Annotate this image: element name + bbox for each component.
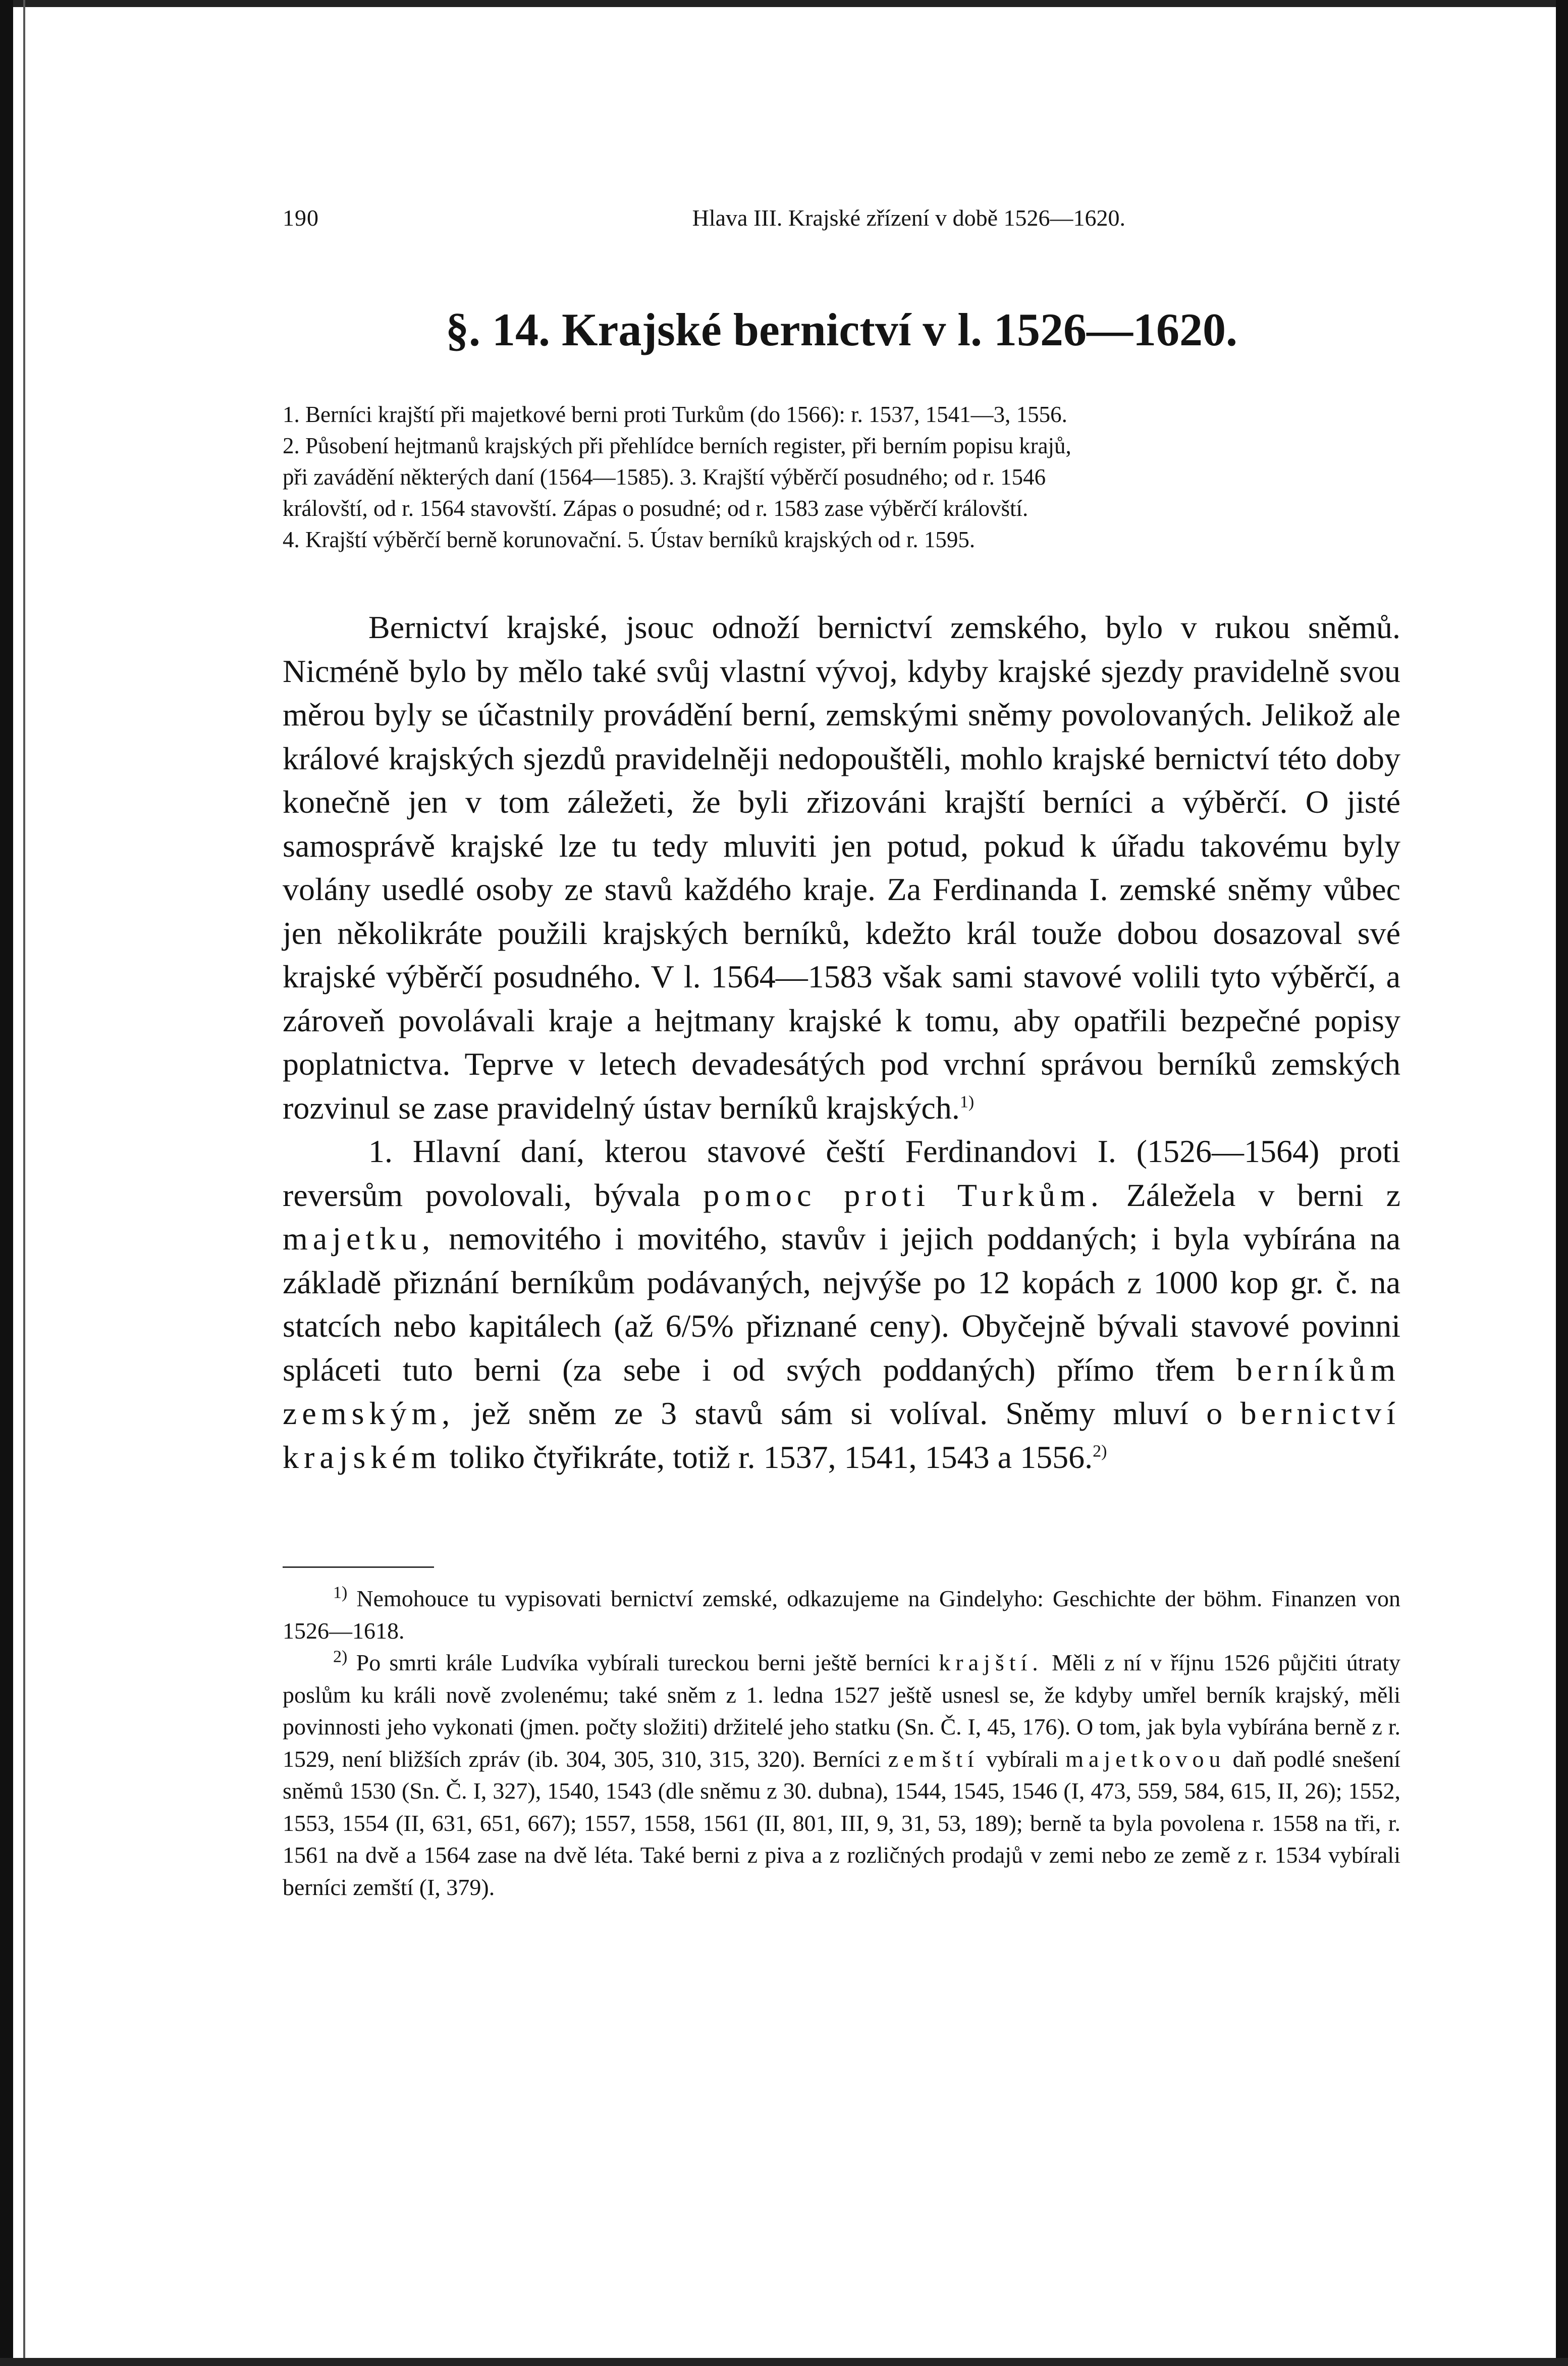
footnote-1 — [283, 1583, 1400, 1647]
scan-frame-left — [0, 0, 13, 2366]
section-summary — [283, 399, 1400, 555]
scan-frame-right — [1556, 0, 1568, 2366]
scan-frame-left-inner — [23, 0, 25, 2366]
paragraph-2-text: Záležela v berni z — [1126, 1177, 1401, 1213]
summary-line: 2. Působení hejtmanů krajských při přehlídce berních register, při berním popisu krajů, — [283, 433, 1071, 458]
emphasis-text: majetkovou — [1065, 1746, 1226, 1772]
footnote-ref-2: 2) — [1093, 1442, 1107, 1461]
scan-frame-bottom — [0, 2358, 1568, 2366]
emphasis-text: pomoc proti Turkům. — [703, 1177, 1104, 1213]
summary-line: 4. Krajští výběrčí berně korunovační. 5. Ústav berníků krajských od r. 1595. — [283, 527, 976, 552]
paragraph-1-text: Bernictví krajské, jsouc odnoží bernictví zemského, bylo v rukou sněmů. Nicméně bylo by mělo také svůj vlastní vývoj, kdyby krajské sjezdy pravidelně svou měrou byly se účastnily provádění berní, zemskými sněmy povolovaných. Jelikož ale králové krajských sjezdů pravidelněji nedopouštěli, mohlo krajské bernictví této doby konečně jen v tom záležeti, že byli zřizováni krajští berníci a výběrčí. O jisté samosprávě krajské lze tu tedy mluviti jen potud, pokud k úřadu takovému byly volány usedlé osoby ze stavů každého kraje. Za Ferdinanda I. zemské sněmy vůbec jen několikráte použili krajských berníků, kdežto král touže dobou dosazoval své krajské výběrčí posudného. V l. 1564—1583 však sami stavové volili tyto výběrčí, a zároveň povolávali kraje a hejtmany krajské k tomu, aby opatřili bezpečné popisy poplatnictva. Teprve v letech devadesátých pod vrchní správou berníků zemských rozvinul se zase pravidelný ústav berníků krajských. — [283, 609, 1400, 1126]
footnote-2-text: Po smrti krále Ludvíka vybírali tureckou berni ještě berníci — [356, 1650, 930, 1675]
paragraph-1 — [283, 606, 1400, 1130]
summary-line: při zavádění některých daní (1564—1585). 3. Krajští výběrčí posudného; od r. 1546 — [283, 464, 1046, 490]
footnote-2-text: daň podlé snešení sněmů 1530 (Sn. Č. I, 327), 1540, 1543 (dle sněmu z 30. dubna), 1544, 1545, 1546 (I, 473, 559, 584, 615, II, 26); 1552, 1553, 1554 (II, 631, 651, 667); 1557, 1558, 1561 (II, 801, III, 9, 31, 53, 189); berně ta byla povolena r. 1558 na tři, r. 1561 na dvě a 1564 zase na dvě léta. Také berni z piva a z rozličných prodajů v zemi nebo ze země z r. 1534 vybírali berníci zemští (I, 379). — [283, 1746, 1401, 1900]
running-title: Hlava III. Krajské zřízení v době 1526—1620. — [692, 205, 1125, 231]
section-title: §. 14. Krajské bernictví v l. 1526—1620. — [446, 304, 1237, 355]
footnote-2-text: vybírali — [986, 1746, 1059, 1772]
emphasis-text: zemští — [888, 1746, 979, 1772]
paragraph-2 — [283, 1130, 1400, 1479]
paragraph-2-text: jež sněm ze 3 stavů sám si volíval. Sněmy mluví o — [472, 1395, 1223, 1431]
footnote-ref-1: 1) — [959, 1092, 975, 1112]
footnote-1-text: Nemohouce tu vypisovati bernictví zemské, odkazujeme na Gindelyho: Geschichte der böhm. Finanzen von 1526—1618. — [283, 1586, 1401, 1644]
footnote-2 — [283, 1647, 1400, 1903]
emphasis-text: berníkům zemským, — [283, 1351, 1401, 1431]
footnote-divider — [283, 1566, 434, 1568]
page-header — [283, 204, 1141, 231]
paragraph-2-text: nemovitého i movitého, stavův i jejich poddaných; i byla vybírána na základě přiznání berníkům podávaných, nejvýše po 12 kopách z 1000 kop gr. č. na statcích nebo kapitálech (až 6/5% přiznané ceny). Obyčejně bývali stavové povinni spláceti tuto berni (za sebe i od svých poddaných) přímo třem — [283, 1221, 1401, 1388]
emphasis-text: majetku, — [283, 1221, 436, 1256]
footnote-marker-2: 2) — [333, 1647, 348, 1666]
summary-line: královští, od r. 1564 stavovští. Zápas o posudné; od r. 1583 zase výběrčí královští. — [283, 496, 1029, 521]
body-text — [283, 606, 1400, 1479]
page-number: 190 — [283, 205, 319, 231]
summary-line: 1. Berníci krajští při majetkové berni proti Turkům (do 1566): r. 1537, 1541—3, 1556. — [283, 402, 1067, 427]
paragraph-2-text: 1. Hlavní daní, kterou stavové čeští Ferdinandovi I. (1526—1564) proti reversům povolovali, bývala — [283, 1133, 1400, 1213]
footnote-2-text: Měli z ní v říjnu 1526 půjčiti útraty poslům ku králi nově zvolenému; také sněm z 1. ledna 1527 ještě usnesl se, že kdyby umřel berník krajský, měli povinnosti jeho vykonati (jmen. počty složiti) držitelé jeho statku (Sn. Č. I, 45, 176). O tom, jak byla vybírána berně z r. 1529, není bližších zpráv (ib. 304, 305, 310, 315, 320). Berníci — [283, 1650, 1401, 1772]
emphasis-text: krajští. — [939, 1650, 1043, 1675]
footnote-marker-1: 1) — [333, 1583, 348, 1602]
footnotes — [283, 1583, 1400, 1903]
scan-frame-top — [0, 0, 1568, 7]
emphasis-text: bernictví krajském — [283, 1395, 1401, 1475]
paragraph-2-text: toliko čtyřikráte, totiž r. 1537, 1541, 1543 a 1556. — [449, 1439, 1093, 1475]
